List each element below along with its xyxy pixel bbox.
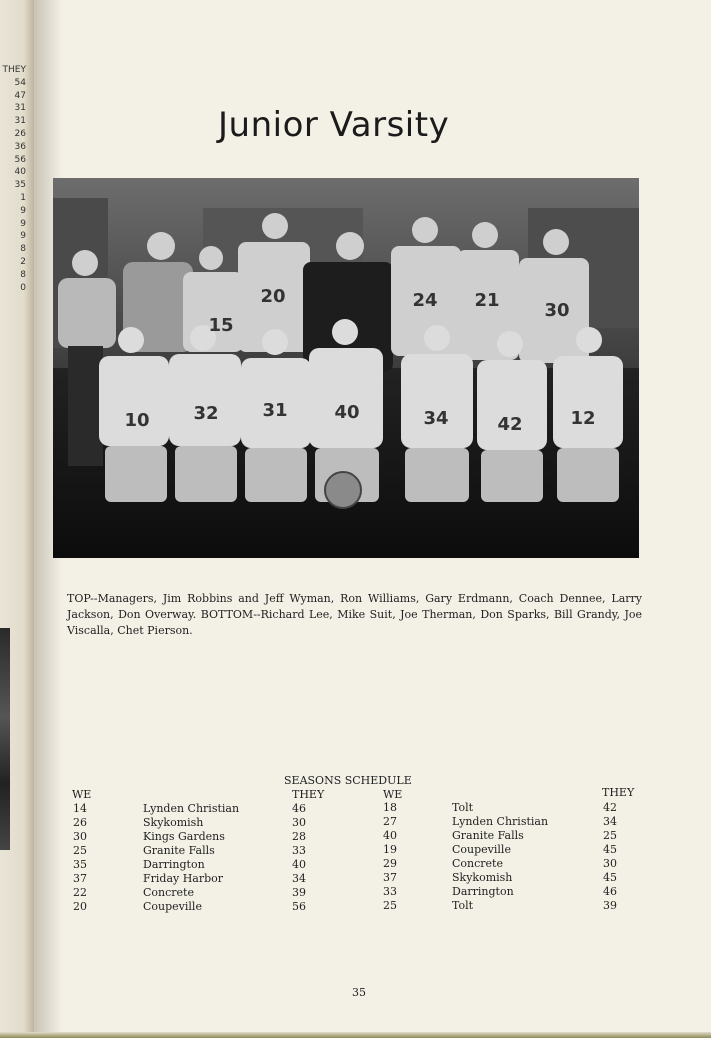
facing-score: 31 bbox=[14, 103, 26, 114]
score-we: 25 bbox=[73, 844, 87, 857]
score-we: 37 bbox=[383, 871, 397, 884]
page-bottom-edge bbox=[0, 1032, 711, 1038]
they-header: THEY bbox=[602, 786, 635, 799]
score-we: 29 bbox=[383, 857, 397, 870]
score-they: 46 bbox=[603, 885, 617, 898]
score-they: 56 bbox=[292, 900, 306, 913]
jersey-number: 34 bbox=[423, 408, 449, 429]
score-we: 37 bbox=[73, 872, 87, 885]
facing-score: 40 bbox=[14, 167, 26, 178]
score-they: 33 bbox=[292, 844, 306, 857]
opponent: Tolt bbox=[452, 899, 474, 912]
facing-page-header: THEY bbox=[2, 65, 26, 75]
opponent: Friday Harbor bbox=[143, 872, 224, 885]
opponent: Granite Falls bbox=[452, 829, 524, 842]
opponent: Skykomish bbox=[452, 871, 513, 884]
score-they: 42 bbox=[603, 801, 617, 814]
facing-score: 35 bbox=[14, 180, 26, 191]
score-they: 46 bbox=[292, 802, 306, 815]
opponent: Darrington bbox=[143, 858, 205, 871]
jersey-number: 24 bbox=[412, 290, 438, 311]
page-title: Junior Varsity bbox=[218, 104, 450, 145]
jersey-number: 40 bbox=[334, 402, 360, 423]
facing-score: 36 bbox=[14, 141, 26, 152]
facing-score: 26 bbox=[14, 128, 26, 139]
facing-score: 8 bbox=[20, 269, 26, 280]
score-we: 14 bbox=[73, 802, 87, 815]
facing-score: 9 bbox=[20, 231, 26, 242]
score-we: 30 bbox=[73, 830, 87, 843]
score-they: 45 bbox=[603, 871, 617, 884]
facing-score: 9 bbox=[20, 218, 26, 229]
score-they: 40 bbox=[292, 858, 306, 871]
facing-score: 31 bbox=[14, 116, 26, 127]
score-they: 25 bbox=[603, 829, 617, 842]
we-header: WE bbox=[383, 788, 403, 801]
facing-score: 0 bbox=[20, 282, 26, 293]
jersey-number: 15 bbox=[208, 315, 234, 336]
score-they: 39 bbox=[603, 899, 617, 912]
jersey-number: 30 bbox=[544, 300, 570, 321]
opponent: Granite Falls bbox=[143, 844, 215, 857]
score-we: 20 bbox=[73, 900, 87, 913]
opponent: Lynden Christian bbox=[452, 815, 549, 828]
we-header: WE bbox=[72, 788, 92, 801]
facing-score: 9 bbox=[20, 205, 26, 216]
score-they: 30 bbox=[603, 857, 617, 870]
facing-score: 54 bbox=[14, 77, 26, 88]
score-they: 34 bbox=[292, 872, 306, 885]
score-we: 26 bbox=[73, 816, 87, 829]
opponent: Concrete bbox=[143, 886, 194, 899]
facing-score: 47 bbox=[14, 90, 26, 101]
jersey-number: 20 bbox=[260, 286, 286, 307]
opponent: Kings Gardens bbox=[143, 830, 225, 843]
schedule-title: SEASONS SCHEDULE bbox=[284, 774, 412, 787]
opponent: Darrington bbox=[452, 885, 514, 898]
score-we: 35 bbox=[73, 858, 87, 871]
score-we: 27 bbox=[383, 815, 397, 828]
score-they: 45 bbox=[603, 843, 617, 856]
opponent: Tolt bbox=[452, 801, 474, 814]
score-they: 34 bbox=[603, 815, 617, 828]
facing-score: 8 bbox=[20, 244, 26, 255]
jersey-number: 42 bbox=[497, 414, 523, 435]
score-we: 18 bbox=[383, 801, 397, 814]
photo-caption: TOP--Managers, Jim Robbins and Jeff Wyman, Ron Williams, Gary Erdmann, Coach Dennee, Larry Jackson, Don Overway. BOTTOM--Richard Lee, Mike Suit, Joe Therman, Don Sparks, Bill Grandy, Joe Viscalla, Chet Pierson. bbox=[67, 592, 642, 637]
score-we: 19 bbox=[383, 843, 397, 856]
jersey-number: 12 bbox=[570, 408, 596, 429]
they-header: THEY bbox=[292, 788, 325, 801]
score-we: 33 bbox=[383, 885, 397, 898]
score-we: 25 bbox=[383, 899, 397, 912]
score-they: 28 bbox=[292, 830, 306, 843]
facing-score: 56 bbox=[14, 154, 26, 165]
jersey-number: 32 bbox=[193, 403, 219, 424]
page-number: 35 bbox=[352, 986, 366, 999]
jersey-number: 21 bbox=[474, 290, 500, 311]
score-they: 30 bbox=[292, 816, 306, 829]
jersey-number: 31 bbox=[262, 400, 288, 421]
opponent: Concrete bbox=[452, 857, 503, 870]
score-we: 22 bbox=[73, 886, 87, 899]
facing-score: 1 bbox=[20, 192, 26, 203]
score-they: 39 bbox=[292, 886, 306, 899]
opponent: Coupeville bbox=[143, 900, 202, 913]
facing-score: 2 bbox=[20, 256, 26, 267]
opponent: Coupeville bbox=[452, 843, 511, 856]
opponent: Lynden Christian bbox=[143, 802, 240, 815]
score-we: 40 bbox=[383, 829, 397, 842]
jersey-number: 10 bbox=[124, 410, 150, 431]
opponent: Skykomish bbox=[143, 816, 204, 829]
